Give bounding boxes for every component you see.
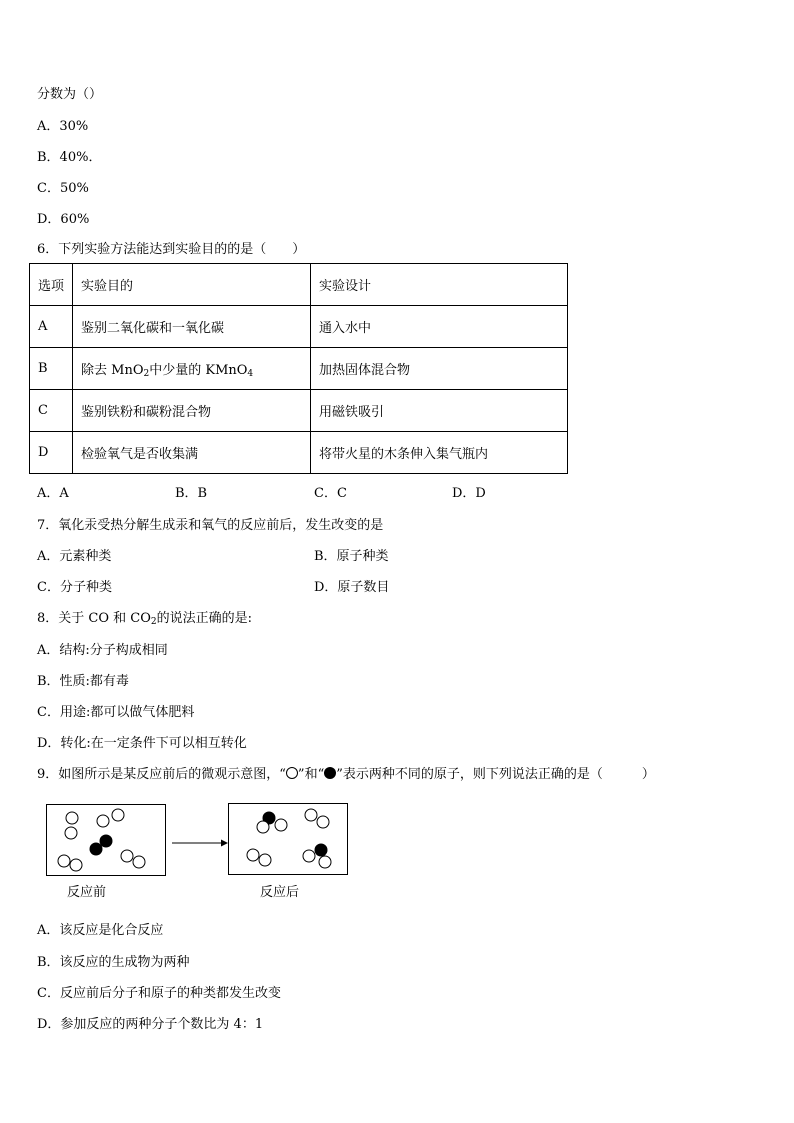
header-design: 实验设计 [311, 264, 568, 306]
row-design: 用磁铁吸引 [311, 390, 568, 432]
q6-option-c: C．C [314, 486, 347, 501]
q5-option-d: D．60% [37, 212, 90, 227]
q6-stem: 6．下列实验方法能达到实验目的的是（ ） [37, 242, 306, 257]
q7-option-a: A．元素种类 [37, 549, 112, 564]
q8-option-d: D．转化:在一定条件下可以相互转化 [37, 736, 247, 751]
q5-option-a: A．30% [37, 119, 89, 134]
white-atom-icon [286, 767, 298, 779]
row-option: D [30, 432, 73, 474]
q8-option-b: B．性质:都有毒 [37, 674, 129, 689]
before-reaction-label: 反应前 [67, 885, 107, 900]
q7-option-c: C．分子种类 [37, 580, 112, 595]
white-atom [257, 821, 269, 833]
white-atom [58, 855, 70, 867]
row-design: 加热固体混合物 [311, 348, 568, 390]
goal-text-pre: 除去 MnO [81, 362, 144, 378]
q8-option-c: C．用途:都可以做气体肥料 [37, 705, 195, 720]
before-reaction-box [46, 804, 166, 876]
black-atom [90, 843, 103, 856]
white-atom [317, 816, 329, 828]
header-option: 选项 [30, 264, 73, 306]
q8-option-a: A．结构:分子构成相同 [37, 643, 168, 658]
row-goal [73, 348, 311, 390]
q6-option-a: A．A [37, 486, 69, 501]
reaction-arrow-icon [171, 837, 229, 849]
goal-text-mid: 中少量的 KMnO [149, 362, 248, 378]
q8-stem-pre: 8．关于 CO 和 CO [37, 611, 151, 626]
q9-option-c: C．反应前后分子和原子的种类都发生改变 [37, 986, 281, 1001]
row-option: B [30, 348, 73, 390]
white-atom [66, 812, 78, 824]
header-goal: 实验目的 [73, 264, 311, 306]
q8-stem-post: 的说法正确的是: [156, 611, 253, 626]
white-atom [112, 809, 124, 821]
row-goal: 检验氧气是否收集满 [73, 432, 311, 474]
white-atom [247, 849, 259, 861]
black-atom [315, 844, 328, 857]
white-atom [121, 850, 133, 862]
after-molecules-diagram [229, 804, 347, 874]
subscript: 2 [143, 368, 150, 379]
table-row [30, 390, 568, 432]
table-row [30, 432, 568, 474]
row-design: 通入水中 [311, 306, 568, 348]
subscript: 4 [247, 368, 254, 379]
q6-option-b: B．B [175, 486, 208, 501]
q5-option-c: C．50% [37, 181, 89, 196]
white-atom [303, 850, 315, 862]
white-atom [70, 859, 82, 871]
table-row [30, 306, 568, 348]
q7-option-d: D．原子数目 [314, 580, 390, 595]
q5-option-b: B．40%． [37, 150, 102, 165]
table-row [30, 348, 568, 390]
row-option: C [30, 390, 73, 432]
q9-stem [37, 763, 655, 782]
subscript: 2 [150, 617, 157, 627]
white-atom [275, 819, 287, 831]
q6-table [29, 263, 568, 474]
q6-option-d: D．D [452, 486, 486, 501]
q9-option-a: A．该反应是化合反应 [37, 923, 164, 938]
q9-stem-mid: ”和“ [297, 767, 325, 782]
before-molecules-diagram [47, 805, 165, 875]
row-goal: 鉴别铁粉和碳粉混合物 [73, 390, 311, 432]
white-atom [319, 856, 331, 868]
q7-stem: 7．氧化汞受热分解生成汞和氧气的反应前后，发生改变的是 [37, 518, 384, 533]
q9-option-b: B．该反应的生成物为两种 [37, 955, 190, 970]
q8-stem [37, 607, 252, 627]
white-atom [65, 827, 77, 839]
white-atom [259, 854, 271, 866]
q7-option-b: B．原子种类 [314, 549, 389, 564]
row-goal: 鉴别二氧化碳和一氧化碳 [73, 306, 311, 348]
white-atom [305, 809, 317, 821]
after-reaction-label: 反应后 [260, 885, 300, 900]
q9-stem-pre: 9．如图所示是某反应前后的微观示意图，“ [37, 767, 286, 782]
q9-stem-post: ”表示两种不同的原子，则下列说法正确的是（ ） [336, 767, 655, 782]
white-atom [133, 856, 145, 868]
q5-stem-tail: 分数为（） [37, 87, 103, 102]
after-reaction-box [228, 803, 348, 875]
row-option: A [30, 306, 73, 348]
black-atom-icon [324, 767, 336, 779]
q9-option-d: D．参加反应的两种分子个数比为 4：1 [37, 1017, 264, 1032]
row-design: 将带火星的木条伸入集气瓶内 [311, 432, 568, 474]
table-header-row [30, 264, 568, 306]
white-atom [97, 815, 109, 827]
